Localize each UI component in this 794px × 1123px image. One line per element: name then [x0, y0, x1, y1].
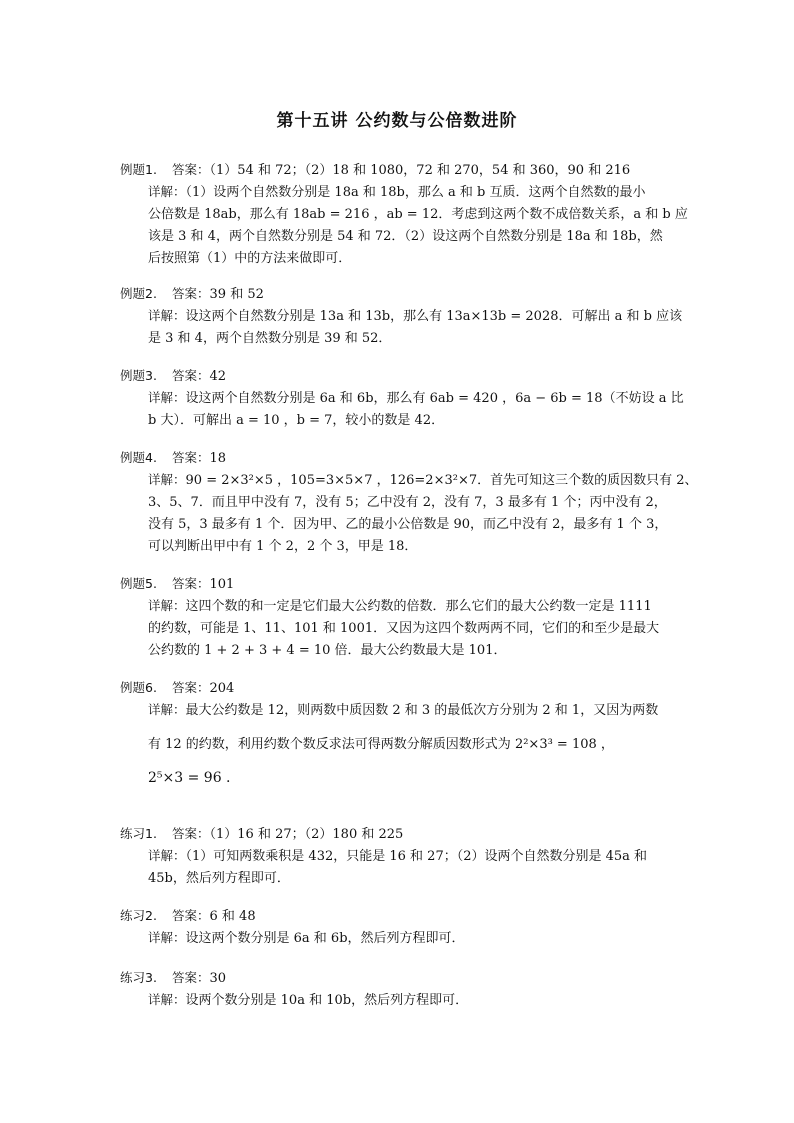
- detail-key: 详解：: [148, 184, 186, 199]
- item-tag: 练习1.: [120, 826, 157, 841]
- example-4: [120, 448, 698, 558]
- detail-line: 没有 5，3 最多有 1 个．因为甲、乙的最小公倍数是 90，而乙中没有 2，最多有 1 个 3，: [148, 517, 668, 532]
- detail-line: 设这两个自然数分别是 13a 和 13b，那么有 13a×13b = 2028．可解出 a 和 b 应该: [185, 309, 683, 324]
- item-tag: 例题1.: [120, 162, 157, 177]
- item-tag: 例题4.: [120, 450, 157, 465]
- example-5: [120, 574, 680, 662]
- detail-key: 详解：: [148, 308, 186, 323]
- detail-line: 3、5、7．而且甲中没有 7，没有 5；乙中没有 2，没有 7，3 最多有 1 个；丙中没有 2，: [148, 495, 667, 510]
- detail-line: 45b，然后列方程即可．: [148, 871, 290, 886]
- item-tag: 练习2.: [120, 908, 157, 923]
- detail-line: 这四个数的和一定是它们最大公约数的倍数．那么它们的最大公约数一定是 1111: [185, 599, 652, 614]
- answer-text: 30: [209, 971, 227, 986]
- answer-text: 204: [209, 681, 235, 696]
- answer-key: 答案：: [172, 680, 210, 695]
- detail-key: 详解：: [148, 848, 186, 863]
- answer-key: 答案：: [172, 368, 210, 383]
- answer-key: 答案：: [172, 162, 210, 177]
- detail-line: 是 3 和 4，两个自然数分别是 39 和 52．: [148, 331, 392, 346]
- detail-line: 可以判断出甲中有 1 个 2，2 个 3，甲是 18．: [148, 539, 418, 554]
- answer-text: 18: [209, 451, 227, 466]
- answer-text: 101: [209, 577, 235, 592]
- example-6: [120, 678, 680, 786]
- detail-line: 最大公约数是 12，则两数中质因数 2 和 3 的最低次方分别为 2 和 1，又因为两数: [185, 703, 659, 718]
- detail-key: 详解：: [148, 992, 186, 1007]
- detail-key: 详解：: [148, 930, 186, 945]
- detail-line: 90 = 2×3²×5 ，105=3×5×7 ，126=2×3²×7．首先可知这三个数的质因数只有 2、: [185, 473, 698, 488]
- detail-key: 详解：: [148, 390, 186, 405]
- page-title: 第十五讲 公约数与公倍数进阶: [276, 111, 518, 131]
- detail-line: 设这两个数分别是 6a 和 6b，然后列方程即可．: [185, 931, 465, 946]
- answer-key: 答案：: [172, 576, 210, 591]
- item-tag: 例题5.: [120, 576, 157, 591]
- answer-key: 答案：: [172, 450, 210, 465]
- answer-key: 答案：: [172, 826, 210, 841]
- example-1: [120, 160, 688, 270]
- item-tag: 例题2.: [120, 286, 157, 301]
- item-tag: 例题3.: [120, 368, 157, 383]
- formula-line: 2⁵×3 = 96 .: [148, 770, 231, 786]
- exercise-1: [120, 824, 680, 890]
- item-tag: 例题6.: [120, 680, 157, 695]
- example-2: [120, 284, 683, 350]
- detail-line: 该是 3 和 4，两个自然数分别是 54 和 72．（2）设这两个自然数分别是 18a 和 18b，然: [148, 229, 663, 244]
- answer-text: （1）54 和 72；（2）18 和 1080，72 和 270，54 和 360，90 和 216: [209, 163, 631, 178]
- answer-text: （1）16 和 27；（2）180 和 225: [209, 827, 404, 842]
- detail-line: 设两个数分别是 10a 和 10b，然后列方程即可．: [185, 993, 469, 1008]
- detail-line: （1）设两个自然数分别是 18a 和 18b，那么 a 和 b 互质．这两个自然数的最小: [185, 185, 646, 200]
- detail-key: 详解：: [148, 472, 186, 487]
- detail-line: 的约数，可能是 1、11、101 和 1001．又因为这四个数两两不同，它们的和至少是最大: [148, 621, 660, 636]
- detail-line: b 大）．可解出 a = 10 ，b = 7，较小的数是 42．: [148, 413, 445, 428]
- detail-line: 公约数的 1 + 2 + 3 + 4 = 10 倍．最大公约数最大是 101．: [148, 643, 507, 658]
- detail-line: （1）可知两数乘积是 432，只能是 16 和 27；（2）设两个自然数分别是 45a 和: [185, 849, 648, 864]
- exercise-2: [120, 906, 680, 950]
- detail-line: 公倍数是 18ab，那么有 18ab = 216 ，ab = 12．考虑到这两个数不成倍数关系，a 和 b 应: [148, 207, 688, 222]
- answer-text: 39 和 52: [209, 287, 264, 302]
- answer-key: 答案：: [172, 908, 210, 923]
- answer-key: 答案：: [172, 286, 210, 301]
- answer-text: 6 和 48: [209, 909, 256, 924]
- example-3: [120, 366, 684, 432]
- detail-line: 后按照第（1）中的方法来做即可．: [148, 251, 352, 266]
- answer-text: 42: [209, 369, 227, 384]
- exercise-3: [120, 968, 680, 1012]
- detail-line: 设这两个自然数分别是 6a 和 6b，那么有 6ab = 420 ，6a − 6b = 18（不妨设 a 比: [185, 391, 684, 406]
- detail-key: 详解：: [148, 702, 186, 717]
- detail-line: 有 12 的约数，利用约数个数反求法可得两数分解质因数形式为 2²×3³ = 108 ，: [148, 737, 614, 752]
- answer-key: 答案：: [172, 970, 210, 985]
- detail-key: 详解：: [148, 598, 186, 613]
- item-tag: 练习3.: [120, 970, 157, 985]
